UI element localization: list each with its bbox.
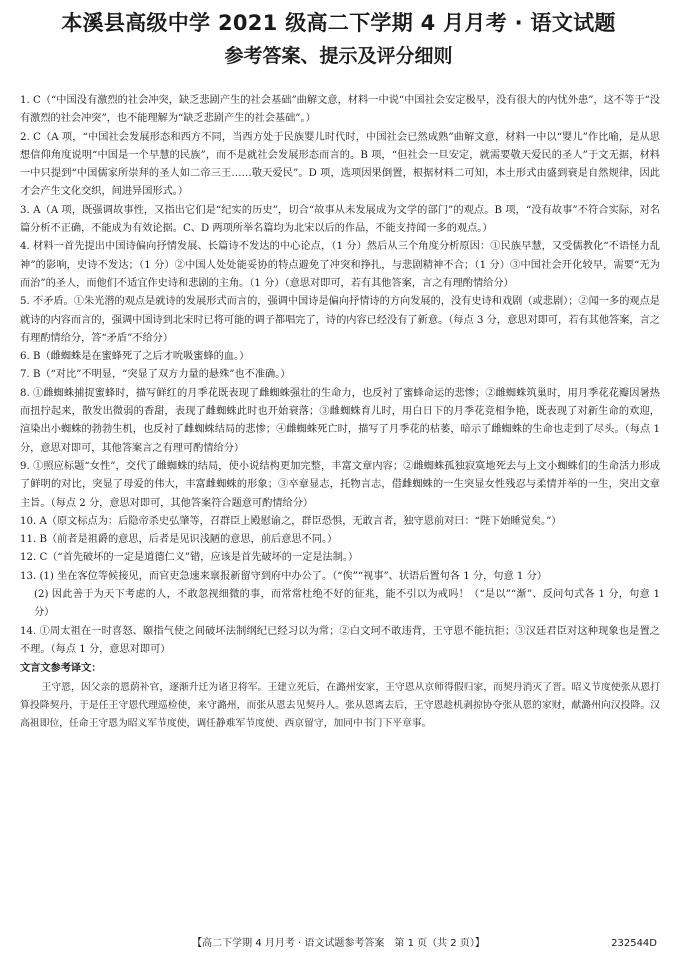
page-footer xyxy=(0,936,677,952)
translation-text: 王守恩，因父亲的恩荫补官，逐渐升迁为诸卫将军。王建立死后，在潞州安家，王守恩从京师得假归家，而契丹消灭了晋。昭义节度使张从恩打算投降契丹，于是任王守恩代理巡检使，来守潞州，而张从恩去见契丹人。张从恩离去后，王守恩趁机剥掠协夺张从恩的家财，献潞州向汉投降。汉高祖即位，任命王守恩为昭义军节度使，调任静难军节度使、西京留守，加同中书门下平章事。 xyxy=(20,681,660,730)
answer-item-10: 10. A（原文标点为：后隐帝杀史弘肇等，召群臣上殿慰谕之，群臣恐惧，无敢言者，独守恩前对曰：“陛下始睡觉矣。”） xyxy=(20,515,562,527)
answer-item-4: 4. 材料一首先提出中国诗偏向抒情发展、长篇诗不发达的中心论点，（1 分）然后从三个角度分析原因：①民族早慧，又受儒教化“不语怪力乱神”的影响，史诗不发达；（1 分）②中国人处处能妥协的特点避免了冲突和挣扎，与悲剧精神不合；（1 分）③中国社会开化较早，需要“无为而治”的圣人，而他们不适宜作史诗和悲剧的主角。（1 分）（意思对即可，若有其他答案，言之有理酌情给分） xyxy=(20,241,660,289)
answer-item-13-2: (2) 因此善于为天下考虑的人，不敢忽视细微的事，而常常杜绝不好的征兆，能不引以为戒吗！（“是以”“渐”、反问句式各 1 分，句意 1 分） xyxy=(34,589,660,619)
answer-item-12: 12. C（“首先破坏的一定是道德仁义”错，应该是首先破坏的一定是法制。） xyxy=(20,552,359,564)
answer-item-7: 7. B（“对比”不明显，“突显了双方力量的悬殊”也不准确。） xyxy=(20,369,291,381)
footer-doc-code: 232544D xyxy=(611,938,657,949)
answer-item-13-1: 13. (1) 坐在客位等候接见，而官吏急速来禀报新留守到府中办公了。（“俟”“视事”、状语后置句各 1 分，句意 1 分） xyxy=(20,570,548,582)
footer-page-info: 【高二下学期 4 月月考 · 语文试题参考答案 第 1 页（共 2 页）】 xyxy=(192,938,485,949)
answer-item-5: 5. 不矛盾。①朱光潜的观点是就诗的发展形式而言的，强调中国诗是偏向抒情诗的方向发展的，没有史诗和戏剧（或悲剧）；②闻一多的观点是就诗的内容而言的，强调中国诗到北宋时已将可能的调子都唱完了，诗的内容已经没有了新意。（每点 3 分，意思对即可，若有其他答案，言之有理酌情给分，答“矛盾”不给分） xyxy=(20,296,660,344)
answer-item-6: 6. B（雌蜘蛛是在蜜蜂死了之后才吮吸蜜蜂的血。） xyxy=(20,351,250,363)
answer-item-8: 8. ①雌蜘蛛捕捉蜜蜂时，描写鲜红的月季花既表现了雌蜘蛛强壮的生命力，也反衬了蜜蜂命运的悲惨；②雌蜘蛛筑巢时，用月季花花瓣因暑热而扭拧起来，散发出微弱的香甜，表现了雌蜘蛛此时也开始衰落；③雌蜘蛛育儿时，用白日下的月季花竞相争艳，既表现了对新生命的欢迎，渲染出小蜘蛛的勃勃生机，也反衬了雌蜘蛛结局的悲惨；④雌蜘蛛死亡时，描写了月季花的枯萎，暗示了雌蜘蛛的生命也走到了尽头。（每点 1 分，意思对即可，其他答案言之有理可酌情给分） xyxy=(20,387,660,454)
answer-item-14: 14. ①周太祖在一时喜怒、颐指气使之间破坏法制纲纪已经习以为常；②白文珂不敢违背，王守恩不能抗拒；③汉廷君臣对这种现象也是置之不理。（每点 1 分，意思对即可） xyxy=(20,625,660,655)
page-title: 本溪县高级中学 2021 级高二下学期 4 月月考 · 语文试题 xyxy=(61,11,616,35)
page-subtitle: 参考答案、提示及评分细则 xyxy=(224,45,453,67)
answer-item-1: 1. C（“中国没有激烈的社会冲突，缺乏悲剧产生的社会基础”曲解文意，材料一中说“中国社会安定极早，没有很大的内忧外患”，这不等于“没有激烈的社会冲突”，也不能理解为“缺乏悲剧产生的社会基础”。） xyxy=(20,95,660,125)
answer-item-2: 2. C（A 项，“中国社会发展形态和西方不同，当西方处于民族婴儿时代时，中国社会已然成熟”曲解文意，材料一中以“婴儿”作比喻，是从思想信仰角度说明“中国是一个早慧的民族”，而不是就社会发展形态而言的。B 项，“但社会一旦安定，就需要敬天爱民的圣人”于文无据，材料一中只提到“中国儒家所崇拜的圣人如二帝三王……敬天爱民”。D 项，选项因果倒置，根据材料二可知，本土形式由盛到衰是自然规律，因此才会产生文化交织，间进异国形式。） xyxy=(20,131,660,198)
answer-item-11: 11. B（前者是祖爵的意思，后者是见识浅陋的意思，前后意思不同。） xyxy=(20,534,338,546)
answers-body xyxy=(20,92,660,733)
answer-item-9: 9. ①照应标题“女性”，交代了雌蜘蛛的结局，使小说结构更加完整，丰富文章内容；②雌蜘蛛孤独寂寞地死去与上文小蜘蛛们的生命活力形成了鲜明的对比，突显了母爱的伟大，丰富雌蜘蛛的形象；③卒章显志，托物言志，借雌蜘蛛的一生突显女性残忍与柔情并举的一生，突出文章主旨。（每点 2 分，意思对即可，其他答案符合题意可酌情给分） xyxy=(20,460,660,509)
translation-heading: 文言文参考译文： xyxy=(20,663,102,675)
answer-item-3: 3. A（A 项，既强调故事性，又指出它们是“纪实的历史”，切合“故事从未发展成为文学的部门”的观点。B 项，“没有故事”不符合实际，对名篇分析不正确，不能成为有效论据。C、D 两项所举名篇均为北宋以后的作品，不能支持闻一多的观点。） xyxy=(20,204,660,235)
